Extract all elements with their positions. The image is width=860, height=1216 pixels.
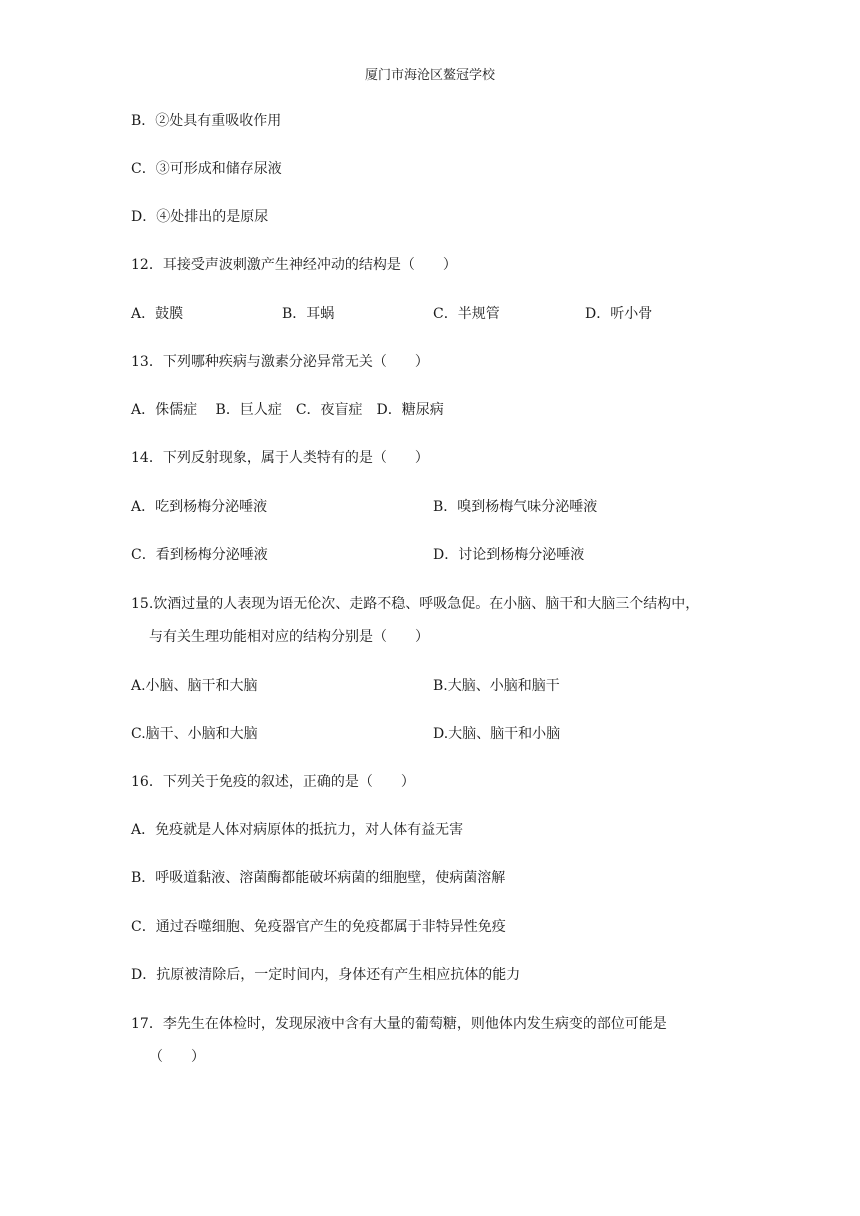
page-header-school: 厦门市海沧区鳌冠学校 (364, 68, 495, 83)
q14-option-c: C．看到杨梅分泌唾液 (131, 547, 268, 563)
q15-option-b: B.大脑、小脑和脑干 (433, 678, 560, 694)
q17-stem-line-1: 17．李先生在体检时，发现尿液中含有大量的葡萄糖，则他体内发生病变的部位可能是 (131, 1016, 667, 1032)
q15-stem-line-2: 与有关生理功能相对应的结构分别是（ ） (149, 629, 429, 645)
q12-option-d: D．听小骨 (585, 306, 653, 322)
q15-option-a: A.小脑、脑干和大脑 (131, 678, 258, 694)
q15-options-row-1 (131, 676, 731, 696)
q15-option-d: D.大脑、脑干和小脑 (433, 726, 561, 742)
q11-option-c: C．③可形成和储存尿液 (131, 161, 282, 177)
q14-options-row-2 (131, 545, 731, 565)
q13-options-row: A．侏儒症 B．巨人症 C．夜盲症 D．糖尿病 (131, 402, 444, 418)
q14-stem: 14．下列反射现象，属于人类特有的是（ ） (131, 450, 429, 466)
q12-stem: 12．耳接受声波刺激产生神经冲动的结构是（ ） (131, 257, 457, 273)
q15-option-c: C.脑干、小脑和大脑 (131, 726, 258, 742)
q16-option-b: B．呼吸道黏液、溶菌酶都能破坏病菌的细胞壁，使病菌溶解 (131, 870, 506, 886)
q11-option-d: D．④处排出的是原尿 (131, 209, 269, 225)
q11-option-b: B．②处具有重吸收作用 (131, 113, 282, 129)
q16-option-a: A．免疫就是人体对病原体的抵抗力，对人体有益无害 (131, 822, 464, 838)
q14-option-d: D．讨论到杨梅分泌唾液 (433, 547, 585, 563)
q14-option-b: B．嗅到杨梅气味分泌唾液 (433, 499, 598, 515)
q15-stem-line-1: 15.饮酒过量的人表现为语无伦次、走路不稳、呼吸急促。在小脑、脑干和大脑三个结构中， (131, 596, 700, 612)
q13-stem: 13．下列哪种疾病与激素分泌异常无关（ ） (131, 354, 429, 370)
q17-stem-line-2: （ ） (149, 1049, 205, 1065)
q15-options-row-2 (131, 724, 731, 744)
q14-options-row-1 (131, 497, 731, 517)
q16-option-d: D．抗原被清除后，一定时间内，身体还有产生相应抗体的能力 (131, 967, 521, 983)
q12-option-c: C．半规管 (433, 306, 500, 322)
q12-option-a: A．鼓膜 (131, 306, 184, 322)
q12-option-b: B．耳蜗 (282, 306, 335, 322)
q12-options-row (131, 304, 731, 324)
q14-option-a: A．吃到杨梅分泌唾液 (131, 499, 268, 515)
q16-option-c: C．通过吞噬细胞、免疫器官产生的免疫都属于非特异性免疫 (131, 919, 506, 935)
q16-stem: 16．下列关于免疫的叙述，正确的是（ ） (131, 774, 415, 790)
